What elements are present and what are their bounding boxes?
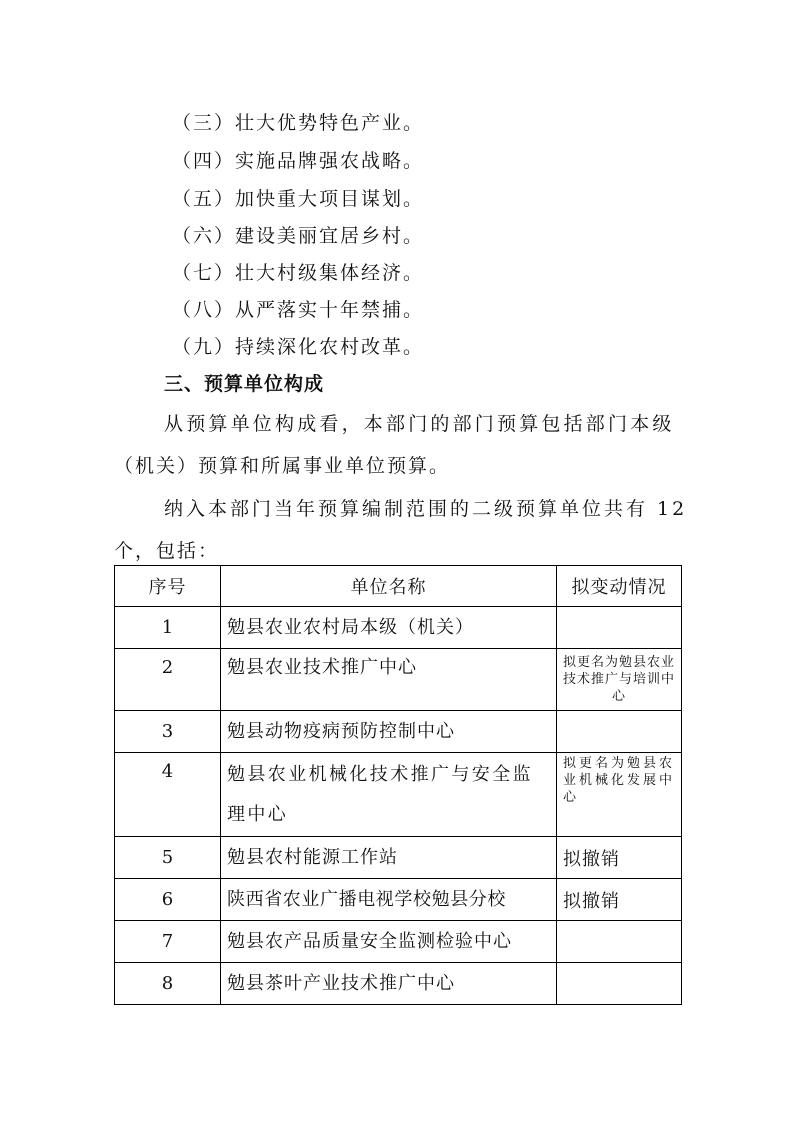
row-change: 拟更名为勉县农业技术推广与培训中心 [557,649,682,711]
row-no: 3 [115,711,221,753]
paragraph-line: 从预算单位构成看，本部门的部门预算包括部门本级 [164,413,675,435]
header-no: 序号 [115,566,221,607]
list-item: （九）持续深化农村改革。 [172,336,425,358]
header-change: 拟变动情况 [557,566,682,607]
paragraph-line: （机关）预算和所属事业单位预算。 [114,455,451,477]
row-name: 陕西省农业广播电视学校勉县分校 [221,879,557,921]
paragraph-line: 个，包括： [114,540,220,562]
row-change [557,607,682,649]
row-no: 6 [115,879,221,921]
row-change [557,711,682,753]
row-no: 2 [115,649,221,711]
row-name: 勉县茶叶产业技术推广中心 [221,963,557,1005]
table-row [115,921,682,963]
list-item: （五）加快重大项目谋划。 [172,188,425,210]
row-name: 勉县农业农村局本级（机关） [221,607,557,649]
table-row [115,753,682,837]
list-item: （六）建设美丽宜居乡村。 [172,225,425,247]
budget-units-table [114,565,682,1005]
table-row [115,963,682,1005]
row-change [557,963,682,1005]
table-row [115,711,682,753]
section-heading: 三、预算单位构成 [164,373,325,395]
row-no: 8 [115,963,221,1005]
row-no: 4 [115,753,221,837]
header-name: 单位名称 [221,566,557,607]
list-item: （八）从严落实十年禁捕。 [172,299,425,321]
row-change: 拟撤销 [557,837,682,879]
table-row [115,837,682,879]
row-no: 1 [115,607,221,649]
row-change: 拟更名为勉县农业机械化发展中心 [557,753,682,837]
row-change [557,921,682,963]
list-item: （四）实施品牌强农战略。 [172,150,425,172]
row-name: 勉县农业机械化技术推广与安全监理中心 [221,753,557,837]
row-change: 拟撤销 [557,879,682,921]
row-name: 勉县农村能源工作站 [221,837,557,879]
row-name: 勉县农产品质量安全监测检验中心 [221,921,557,963]
table-row [115,607,682,649]
row-no: 7 [115,921,221,963]
table-header-row [115,566,682,607]
list-item: （三）壮大优势特色产业。 [172,112,425,134]
row-name: 勉县动物疫病预防控制中心 [221,711,557,753]
list-item: （七）壮大村级集体经济。 [172,262,425,284]
row-name: 勉县农业技术推广中心 [221,649,557,711]
table-row [115,649,682,711]
paragraph-line: 纳入本部门当年预算编制范围的二级预算单位共有 12 [164,498,688,520]
table-row [115,879,682,921]
row-no: 5 [115,837,221,879]
